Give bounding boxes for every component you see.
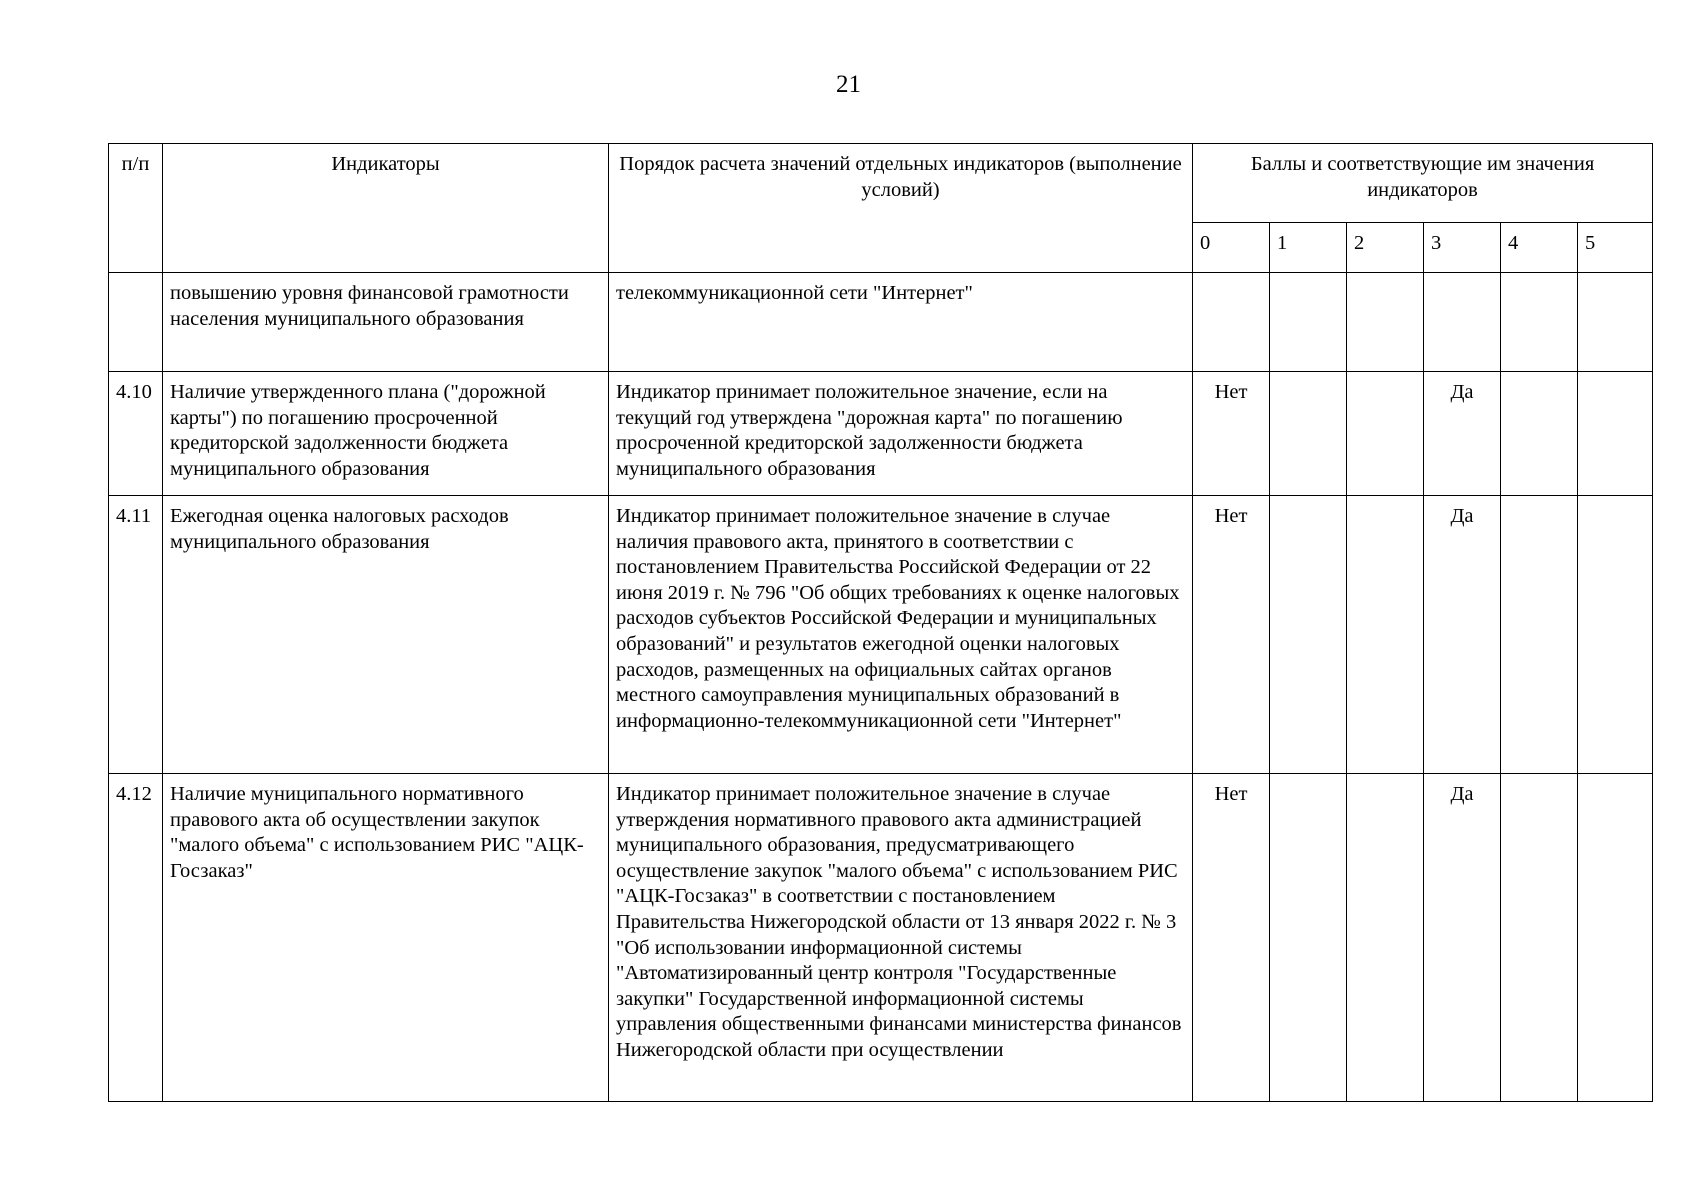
row-calc: телекоммуникационной сети "Интернет"	[609, 273, 1193, 372]
row-score-1	[1270, 774, 1347, 1102]
row-score-2	[1347, 273, 1424, 372]
row-score-1	[1270, 273, 1347, 372]
row-num: 4.10	[109, 372, 163, 496]
row-calc: Индикатор принимает положительное значение в случае наличия правового акта, принятого в соответствии с постановлением Правительства Российской Федерации от 22 июня 2019 г. № 796 "Об общих требованиях к оценке налоговых расходов субъектов Российской Федерации и муниципальных образований" и результатов ежегодной оценки налоговых расходов, размещенных на официальных сайтах органов местного самоуправления муниципальных образований в информационно-телекоммуникационной сети "Интернет"	[609, 496, 1193, 774]
header-calc: Порядок расчета значений отдельных индикаторов (выполнение условий)	[609, 144, 1193, 273]
table-body	[109, 273, 1653, 1102]
row-indicator: Ежегодная оценка налоговых расходов муниципального образования	[163, 496, 609, 774]
score-header-2: 2	[1347, 223, 1424, 273]
row-score-1	[1270, 496, 1347, 774]
row-score-5	[1578, 273, 1653, 372]
table-row	[109, 496, 1653, 774]
row-score-4	[1501, 774, 1578, 1102]
score-header-5: 5	[1578, 223, 1653, 273]
row-calc: Индикатор принимает положительное значение, если на текущий год утверждена "дорожная карта" по погашению просроченной кредиторской задолженности бюджета муниципального образования	[609, 372, 1193, 496]
header-num: п/п	[109, 144, 163, 273]
row-score-4	[1501, 372, 1578, 496]
row-score-3: Да	[1424, 774, 1501, 1102]
row-score-5	[1578, 372, 1653, 496]
row-score-3: Да	[1424, 496, 1501, 774]
score-header-1: 1	[1270, 223, 1347, 273]
row-score-4	[1501, 273, 1578, 372]
row-score-4	[1501, 496, 1578, 774]
table-header	[109, 144, 1653, 273]
row-score-2	[1347, 496, 1424, 774]
page-number: 21	[836, 71, 861, 98]
row-score-3: Да	[1424, 372, 1501, 496]
header-row-top	[109, 144, 1653, 223]
row-score-1	[1270, 372, 1347, 496]
indicators-table	[108, 143, 1653, 1102]
row-indicator: повышению уровня финансовой грамотности населения муниципального образования	[163, 273, 609, 372]
score-header-0: 0	[1193, 223, 1270, 273]
row-score-0: Нет	[1193, 496, 1270, 774]
row-score-5	[1578, 496, 1653, 774]
row-indicator: Наличие утвержденного плана ("дорожной карты") по погашению просроченной кредиторской задолженности бюджета муниципального образования	[163, 372, 609, 496]
row-num: 4.12	[109, 774, 163, 1102]
row-calc: Индикатор принимает положительное значение в случае утверждения нормативного правового акта администрацией муниципального образования, предусматривающего осуществление закупок "малого объема" с использованием РИС "АЦК-Госзаказ" в соответствии с постановлением Правительства Нижегородской области от 13 января 2022 г. № 3 "Об использовании информационной системы "Автоматизированный центр контроля "Государственные закупки" Государственной информационной системы управления общественными финансами министерства финансов Нижегородской области при осуществлении	[609, 774, 1193, 1102]
row-score-0: Нет	[1193, 372, 1270, 496]
score-header-3: 3	[1424, 223, 1501, 273]
table-row	[109, 774, 1653, 1102]
row-score-3	[1424, 273, 1501, 372]
row-score-5	[1578, 774, 1653, 1102]
row-indicator: Наличие муниципального нормативного правового акта об осуществлении закупок "малого объема" с использованием РИС "АЦК-Госзаказ"	[163, 774, 609, 1102]
row-score-0	[1193, 273, 1270, 372]
row-score-0: Нет	[1193, 774, 1270, 1102]
row-score-2	[1347, 372, 1424, 496]
table-row	[109, 372, 1653, 496]
row-score-2	[1347, 774, 1424, 1102]
table-row	[109, 273, 1653, 372]
row-num	[109, 273, 163, 372]
header-scores: Баллы и соответствующие им значения индикаторов	[1193, 144, 1653, 223]
score-header-4: 4	[1501, 223, 1578, 273]
header-indicators: Индикаторы	[163, 144, 609, 273]
row-num: 4.11	[109, 496, 163, 774]
